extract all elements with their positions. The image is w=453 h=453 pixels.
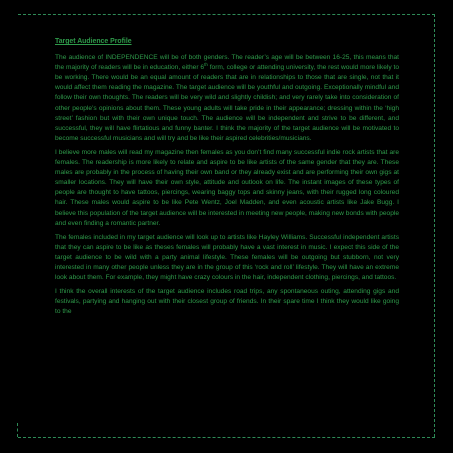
- document-heading: Target Audience Profile: [55, 38, 132, 45]
- page-border-left: [17, 423, 18, 437]
- paragraph-2: I believe more males will read my magazine then females as you don’t find many successful indie rock artists that are females. The readership is more likely to relate and aspire to be like artists of the same gender that they are. These males are probably in the process of having their own band or they already exist and are performing their own gigs at smaller locations. They will have their own style, attitude and outlook on life. The instant images of these types of people are thought to have tattoos, piercings, wearing baggy tops and skinny jeans, with their rugged long coloured hair. These males would aspire to be like Pete Wentz, Joel Madden, and even acoustic artists like Jake Bugg. I believe this population of the target audience will be interested in meeting new people, making new bonds with people and even finding a romantic partner.: [55, 148, 399, 227]
- ordinal-suffix: th: [204, 62, 208, 67]
- paragraph-1: The audience of INDEPENDENCE will be of both genders. The reader’s age will be between 16-25, this means that the majority of readers will be in education, either 6th form, college or attending university, the rest would more likely to be working. There would be an equal amount of readers that are in relationships to those that are single, not that it would affect them reading the magazine. The target audience will be youthful and outgoing. Exceptionally mindful and follow their own thoughts. The readers will be very wild and slightly childish; and very rarely take into consideration of other people’s opinions about them. These young adults will take pride in their appearance; dressing within the ‘high street’ fashion but with their own unique touch. The audience will be independent and strive to be different, and successful, they will have flirtatious and funny banter. I think the majority of the target audience will be motivated to become successful musicians and will try and be like their aspired celebrities/musicians.: [55, 54, 399, 142]
- page-border-right: [434, 14, 435, 437]
- page-border-bottom: [18, 437, 435, 438]
- paragraph-3: The females included in my target audience will look up to artists like Hayley Williams. Successful independent artists that they can aspire to be like as theses females will probably have a vast interest in music. I expect this side of the target audience to be wild with a party animal lifestyle. These females will be outgoing but stubborn, not very interested in many other people unless they are in the group of this ‘rock and roll’ lifestyle. They will have an extreme look about them. For example, they might have crazy colours in the hair, independent clothing, piercings, and tattoos.: [55, 233, 399, 282]
- document-body: [55, 37, 399, 425]
- paragraph-4: I think the overall interests of the target audience includes road trips, any spontaneous outing, attending gigs and festivals, partying and hanging out with their closest group of friends. In their spare time I think they would like going to the: [55, 288, 399, 316]
- page-border-top: [18, 14, 435, 15]
